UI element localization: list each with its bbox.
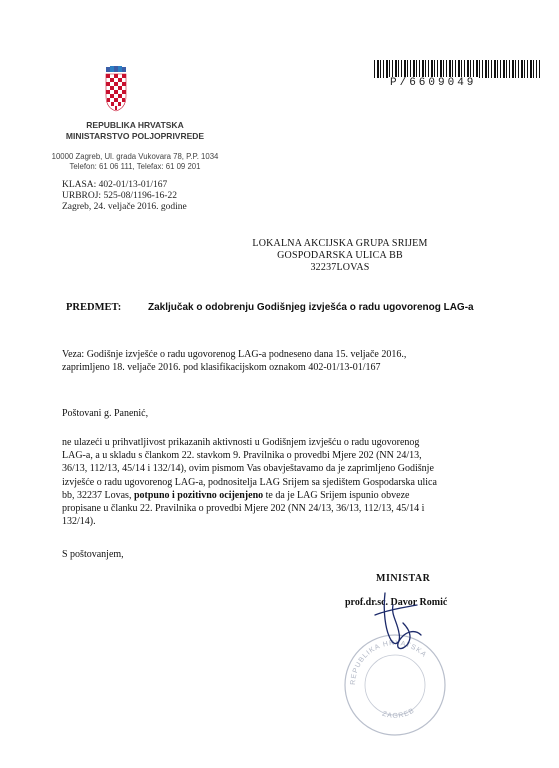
document-date: Zagreb, 24. veljače 2016. godine <box>62 202 187 212</box>
stamp-bottom-text: ZAGREB <box>381 707 417 720</box>
body-text: bb, 32237 Lovas, <box>62 489 134 501</box>
body-text: te da je LAG Srijem ispunio obveze <box>263 489 410 501</box>
reference-line: Veza: Godišnje izvješće o radu ugovorenog LAG-a podneseno dana 15. veljače 2016., <box>62 349 407 360</box>
body-line: 132/14). <box>62 516 96 528</box>
subject-label: PREDMET: <box>66 302 122 313</box>
reference-paragraph <box>62 348 500 374</box>
body-line: 36/13, 112/13, 45/14 i 132/14), ovim pismom Vas obavještavamo da je zaprimljeno Godišnje <box>62 463 434 475</box>
signer-name: prof.dr.sc. Davor Romić <box>345 597 448 608</box>
body-line <box>62 489 500 502</box>
body-line: propisane u članku 22. Pravilnika o provedbi Mjere 202 (NN 24/13, 36/13, 112/13, 45/14 i <box>62 503 425 515</box>
closing: S poštovanjem, <box>62 549 124 560</box>
evaluation-result: potpuno i pozitivno ocijenjeno <box>133 489 264 501</box>
body-paragraph <box>62 436 500 528</box>
barcode-bars <box>374 60 540 78</box>
ministry-name-line2: MINISTARSTVO POLJOPRIVREDE <box>65 131 205 141</box>
recipient-city: 32237LOVAS <box>310 262 370 273</box>
ministry-name-line1: REPUBLIKA HRVATSKA <box>86 120 184 130</box>
recipient-street: GOSPODARSKA ULICA BB <box>277 250 403 261</box>
barcode-number: P/6609049 <box>390 77 477 89</box>
barcode <box>374 60 540 90</box>
subject-text: Zaključak o odobrenju Godišnjeg izvješća o radu ugovorenog LAG-a <box>148 302 474 313</box>
reference-line: zaprimljeno 18. veljače 2016. pod klasifikacijskom oznakom 402-01/13-01/167 <box>62 362 381 374</box>
klasa: KLASA: 402-01/13-01/167 <box>62 180 168 190</box>
croatian-coat-of-arms-icon <box>105 66 127 112</box>
svg-text:ZAGREB <box>381 707 416 720</box>
urbroj: URBROJ: 525-08/1196-16-22 <box>62 191 177 201</box>
signer-title: MINISTAR <box>376 573 431 584</box>
stamp-top-text: REPUBLIKA HRVATSKA <box>349 639 428 686</box>
greeting: Poštovani g. Panenić, <box>62 408 149 419</box>
body-line: izvješće o radu ugovorenog LAG-a, podnositelja LAG Srijem sa sjedištem Gospodarska ulica <box>62 476 437 488</box>
recipient-name: LOKALNA AKCIJSKA GRUPA SRIJEM <box>252 238 428 249</box>
ministry-phone: Telefon: 61 06 111, Telefax: 61 09 201 <box>69 162 201 171</box>
body-line: LAG-a, a u skladu s člankom 22. stavkom 9. Pravilnika o provedbi Mjere 202 (NN 24/13, <box>62 450 422 462</box>
ministry-address: 10000 Zagreb, Ul. grada Vukovara 78, P.P. 1034 <box>51 152 219 161</box>
handwritten-signature <box>355 585 465 660</box>
body-line: ne ulazeći u prihvatljivost prikazanih aktivnosti u Godišnjem izvješću o radu ugovorenog <box>62 437 420 448</box>
